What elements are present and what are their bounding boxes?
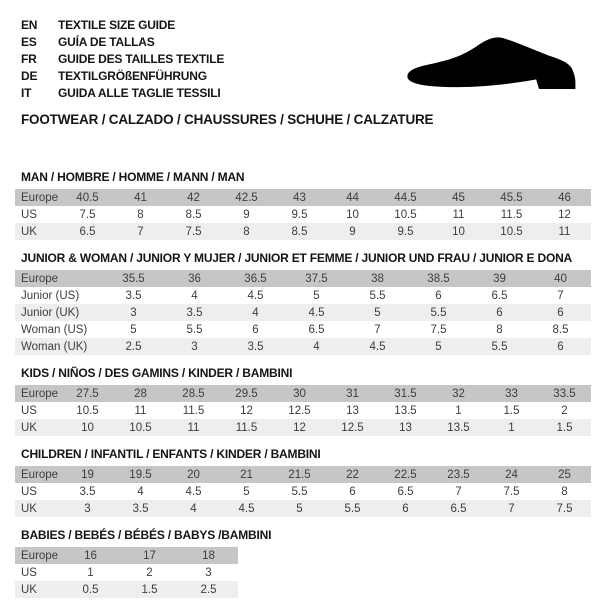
size-cell: 7: [508, 502, 515, 515]
size-cell: 36: [188, 272, 201, 285]
size-cell: 13: [346, 404, 359, 417]
size-cell: 7.5: [430, 323, 447, 336]
size-cell: 9.5: [397, 225, 414, 238]
section-kids: [15, 367, 591, 436]
size-cell: 28.5: [182, 387, 205, 400]
size-cell: 11: [187, 421, 200, 434]
size-cell: 7.5: [185, 225, 202, 238]
size-table-man: [15, 189, 591, 240]
row-label: UK: [21, 225, 37, 238]
section-title: JUNIOR & WOMAN / JUNIOR Y MUJER / JUNIOR ET FEMME / JUNIOR UND FRAU / JUNIOR E DONA: [21, 251, 573, 265]
section-title: BABIES / BEBÉS / BÉBÉS / BABYS /BAMBINI: [21, 528, 272, 542]
table-row: [15, 304, 591, 321]
size-cell: 31.5: [394, 387, 417, 400]
size-cell: 12: [293, 421, 306, 434]
size-cell: 5.5: [369, 289, 386, 302]
size-cell: 2: [561, 404, 568, 417]
size-cell: 8: [137, 208, 144, 221]
size-cell: 3: [205, 566, 212, 579]
size-cell: 40: [554, 272, 567, 285]
table-row: [15, 483, 591, 500]
size-table-kids: [15, 385, 591, 436]
size-cell: 11: [134, 404, 147, 417]
size-cell: 17: [143, 549, 156, 562]
language-code: DE: [21, 69, 38, 83]
size-cell: 21.5: [288, 468, 311, 481]
size-cell: 6: [252, 323, 259, 336]
size-cell: 20: [187, 468, 200, 481]
size-cell: 13.5: [447, 421, 470, 434]
language-code: EN: [21, 18, 38, 32]
row-label: Junior (US): [21, 289, 80, 302]
size-cell: 13: [399, 421, 412, 434]
size-cell: 7: [374, 323, 381, 336]
size-cell: 6: [496, 306, 503, 319]
table-row: [15, 419, 591, 436]
size-cell: 4.5: [369, 340, 386, 353]
size-cell: 5.5: [186, 323, 203, 336]
size-cell: 6.5: [79, 225, 96, 238]
size-cell: 4: [137, 485, 144, 498]
size-cell: 29.5: [235, 387, 258, 400]
size-cell: 11: [558, 225, 571, 238]
size-cell: 4: [252, 306, 259, 319]
size-cell: 10: [81, 421, 94, 434]
size-cell: 6.5: [450, 502, 467, 515]
size-cell: 40.5: [76, 191, 99, 204]
size-cell: 10: [346, 208, 359, 221]
section-title: CHILDREN / INFANTIL / ENFANTS / KINDER / BAMBINI: [21, 447, 321, 461]
size-cell: 6: [557, 306, 564, 319]
size-cell: 21: [240, 468, 253, 481]
size-cell: 9: [349, 225, 356, 238]
size-cell: 1.5: [141, 583, 158, 596]
size-cell: 4: [190, 502, 197, 515]
table-row: [15, 581, 238, 598]
size-cell: 3: [84, 502, 91, 515]
size-cell: 3.5: [186, 306, 203, 319]
size-cell: 4: [191, 289, 198, 302]
size-cell: 5.5: [430, 306, 447, 319]
size-cell: 1.5: [556, 421, 573, 434]
size-cell: 2: [146, 566, 153, 579]
size-cell: 45.5: [500, 191, 523, 204]
size-cell: 44.5: [394, 191, 417, 204]
size-cell: 18: [202, 549, 215, 562]
size-cell: 4.5: [238, 502, 255, 515]
size-cell: 9.5: [291, 208, 308, 221]
size-cell: 3.5: [125, 289, 142, 302]
size-cell: 6: [349, 485, 356, 498]
row-label: Woman (UK): [21, 340, 88, 353]
row-label: Europe: [21, 272, 59, 285]
size-cell: 5.5: [491, 340, 508, 353]
size-cell: 22: [346, 468, 359, 481]
language-code: FR: [21, 52, 37, 66]
size-cell: 11.5: [182, 404, 205, 417]
size-table-junior-woman: [15, 270, 591, 355]
size-cell: 5: [374, 306, 381, 319]
size-cell: 13.5: [394, 404, 417, 417]
size-cell: 9: [243, 208, 250, 221]
section-title: KIDS / NIÑOS / DES GAMINS / KINDER / BAMBINI: [21, 366, 293, 380]
row-label: Europe: [21, 468, 59, 481]
language-label: TEXTILE SIZE GUIDE: [58, 18, 176, 32]
size-cell: 6.5: [491, 289, 508, 302]
size-cell: 12.5: [288, 404, 311, 417]
size-cell: 38.5: [427, 272, 450, 285]
table-row: [15, 321, 591, 338]
size-cell: 36.5: [244, 272, 267, 285]
size-cell: 12: [558, 208, 571, 221]
shoe-icon: [403, 32, 585, 100]
size-cell: 5: [130, 323, 137, 336]
table-row: [15, 338, 591, 355]
size-cell: 12.5: [341, 421, 364, 434]
size-cell: 32: [452, 387, 465, 400]
size-cell: 11.5: [235, 421, 258, 434]
table-row: [15, 287, 591, 304]
size-cell: 6.5: [397, 485, 414, 498]
size-cell: 19.5: [129, 468, 152, 481]
row-label: Woman (US): [21, 323, 88, 336]
size-cell: 33.5: [553, 387, 576, 400]
size-cell: 45: [452, 191, 465, 204]
size-cell: 11: [452, 208, 465, 221]
size-cell: 6.5: [308, 323, 325, 336]
size-cell: 5: [435, 340, 442, 353]
size-cell: 2.5: [200, 583, 217, 596]
section-children: [15, 448, 591, 517]
size-cell: 7.5: [556, 502, 573, 515]
size-cell: 8: [496, 323, 503, 336]
size-cell: 43: [293, 191, 306, 204]
size-cell: 10: [452, 225, 465, 238]
size-cell: 3: [130, 306, 137, 319]
size-cell: 7: [455, 485, 462, 498]
table-row: [15, 466, 591, 483]
size-cell: 0.5: [82, 583, 99, 596]
table-row: [15, 270, 591, 287]
size-cell: 12: [240, 404, 253, 417]
size-cell: 31: [346, 387, 359, 400]
language-label: TEXTILGRÖßENFÜHRUNG: [58, 69, 207, 83]
table-row: [15, 402, 591, 419]
size-cell: 11.5: [500, 208, 523, 221]
table-row: [15, 547, 238, 564]
size-cell: 39: [493, 272, 506, 285]
size-cell: 6: [435, 289, 442, 302]
size-cell: 5.5: [344, 502, 361, 515]
section-title: MAN / HOMBRE / HOMME / MANN / MAN: [21, 170, 245, 184]
row-label: UK: [21, 421, 37, 434]
size-cell: 8: [243, 225, 250, 238]
row-label: Europe: [21, 387, 59, 400]
language-label: GUIDA ALLE TAGLIE TESSILI: [58, 86, 221, 100]
category-title: FOOTWEAR / CALZADO / CHAUSSURES / SCHUHE / CALZATURE: [21, 112, 434, 127]
size-cell: 8: [561, 485, 568, 498]
size-cell: 1.5: [503, 404, 520, 417]
language-label: GUIDE DES TAILLES TEXTILE: [58, 52, 225, 66]
size-cell: 1: [87, 566, 94, 579]
size-cell: 46: [558, 191, 571, 204]
size-cell: 10.5: [394, 208, 417, 221]
size-cell: 10.5: [76, 404, 99, 417]
size-cell: 5.5: [291, 485, 308, 498]
table-row: [15, 385, 591, 402]
size-table-children: [15, 466, 591, 517]
size-cell: 35.5: [122, 272, 145, 285]
row-label: US: [21, 208, 37, 221]
table-row: [15, 223, 591, 240]
row-label: UK: [21, 583, 37, 596]
table-row: [15, 189, 591, 206]
size-cell: 3.5: [132, 502, 149, 515]
size-cell: 3: [191, 340, 198, 353]
size-table-babies: [15, 547, 238, 598]
size-tables: [15, 171, 591, 598]
size-cell: 7: [137, 225, 144, 238]
size-cell: 7.5: [503, 485, 520, 498]
size-cell: 25: [558, 468, 571, 481]
size-cell: 7: [557, 289, 564, 302]
row-label: Europe: [21, 549, 59, 562]
size-cell: 4.5: [308, 306, 325, 319]
size-cell: 22.5: [394, 468, 417, 481]
size-cell: 24: [505, 468, 518, 481]
row-label: Europe: [21, 191, 59, 204]
size-cell: 37.5: [305, 272, 328, 285]
size-cell: 6: [557, 340, 564, 353]
size-cell: 5: [243, 485, 250, 498]
size-cell: 42: [187, 191, 200, 204]
size-cell: 19: [81, 468, 94, 481]
size-cell: 8.5: [291, 225, 308, 238]
size-cell: 23.5: [447, 468, 470, 481]
table-row: [15, 206, 591, 223]
row-label: Junior (UK): [21, 306, 80, 319]
size-cell: 1: [508, 421, 515, 434]
size-cell: 1: [455, 404, 462, 417]
size-cell: 6: [402, 502, 409, 515]
size-cell: 5: [313, 289, 320, 302]
size-cell: 4: [313, 340, 320, 353]
size-cell: 38: [371, 272, 384, 285]
size-cell: 33: [505, 387, 518, 400]
size-cell: 28: [134, 387, 147, 400]
size-cell: 7.5: [79, 208, 96, 221]
section-babies: [15, 529, 591, 598]
language-code: ES: [21, 35, 37, 49]
size-cell: 2.5: [125, 340, 142, 353]
size-cell: 10.5: [129, 421, 152, 434]
language-label: GUÍA DE TALLAS: [58, 35, 155, 49]
section-junior-woman: [15, 252, 591, 355]
size-cell: 30: [293, 387, 306, 400]
language-code: IT: [21, 86, 32, 100]
table-row: [15, 564, 238, 581]
size-cell: 8.5: [185, 208, 202, 221]
size-cell: 16: [84, 549, 97, 562]
size-cell: 8.5: [552, 323, 569, 336]
size-cell: 41: [134, 191, 147, 204]
row-label: US: [21, 404, 37, 417]
size-cell: 42.5: [235, 191, 258, 204]
size-cell: 27.5: [76, 387, 99, 400]
row-label: US: [21, 485, 37, 498]
section-man: [15, 171, 591, 240]
row-label: US: [21, 566, 37, 579]
size-cell: 3.5: [247, 340, 264, 353]
size-cell: 3.5: [79, 485, 96, 498]
size-cell: 4.5: [247, 289, 264, 302]
size-cell: 44: [346, 191, 359, 204]
size-cell: 4.5: [185, 485, 202, 498]
size-cell: 10.5: [500, 225, 523, 238]
size-cell: 5: [296, 502, 303, 515]
table-row: [15, 500, 591, 517]
row-label: UK: [21, 502, 37, 515]
